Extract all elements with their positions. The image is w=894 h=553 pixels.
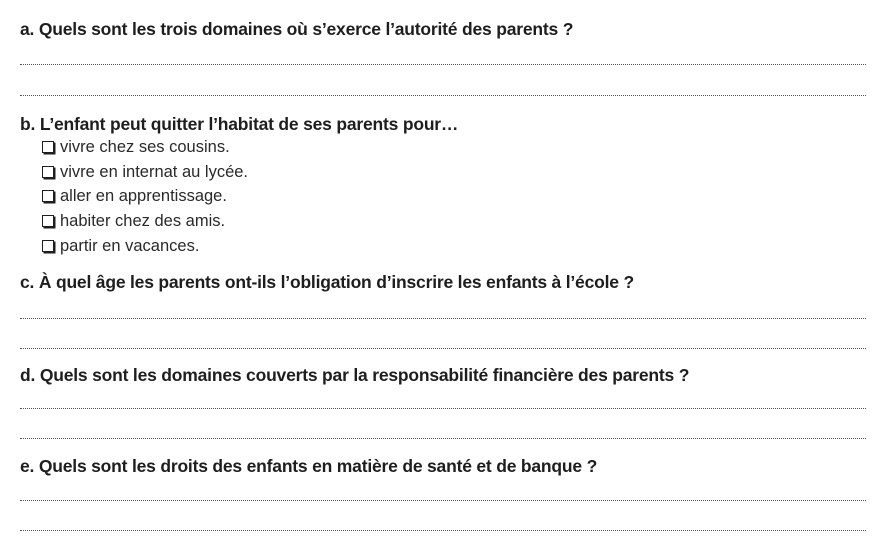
question-d: d. Quels sont les domaines couverts par la responsabilité financière des parents ? <box>20 365 690 385</box>
answer-line-a-1[interactable] <box>20 64 866 65</box>
option-b-3[interactable] <box>42 187 227 206</box>
question-b: b. L’enfant peut quitter l’habitat de ses parents pour… <box>20 114 459 134</box>
answer-line-c-2[interactable] <box>20 348 866 349</box>
option-b-4[interactable] <box>42 212 225 231</box>
checkbox-icon[interactable] <box>42 240 54 252</box>
checkbox-icon[interactable] <box>42 190 54 202</box>
option-b-2[interactable] <box>42 163 248 182</box>
checkbox-icon[interactable] <box>42 215 54 227</box>
option-label: vivre chez ses cousins. <box>60 138 230 156</box>
answer-line-e-2[interactable] <box>20 530 866 531</box>
checkbox-icon[interactable] <box>42 141 54 153</box>
option-label: habiter chez des amis. <box>60 212 226 230</box>
answer-line-a-2[interactable] <box>20 95 866 96</box>
question-a: a. Quels sont les trois domaines où s’exerce l’autorité des parents ? <box>20 19 574 39</box>
option-b-1[interactable] <box>42 138 230 157</box>
checkbox-icon[interactable] <box>42 166 54 178</box>
option-b-5[interactable] <box>42 237 199 256</box>
question-c: c. À quel âge les parents ont-ils l’obligation d’inscrire les enfants à l’école ? <box>20 272 634 292</box>
answer-line-e-1[interactable] <box>20 500 866 501</box>
option-label: vivre en internat au lycée. <box>60 163 249 181</box>
option-label: partir en vacances. <box>60 237 200 255</box>
answer-line-c-1[interactable] <box>20 318 866 319</box>
question-e: e. Quels sont les droits des enfants en matière de santé et de banque ? <box>20 456 598 476</box>
answer-line-d-2[interactable] <box>20 438 866 439</box>
answer-line-d-1[interactable] <box>20 408 866 409</box>
option-label: aller en apprentissage. <box>60 187 227 205</box>
